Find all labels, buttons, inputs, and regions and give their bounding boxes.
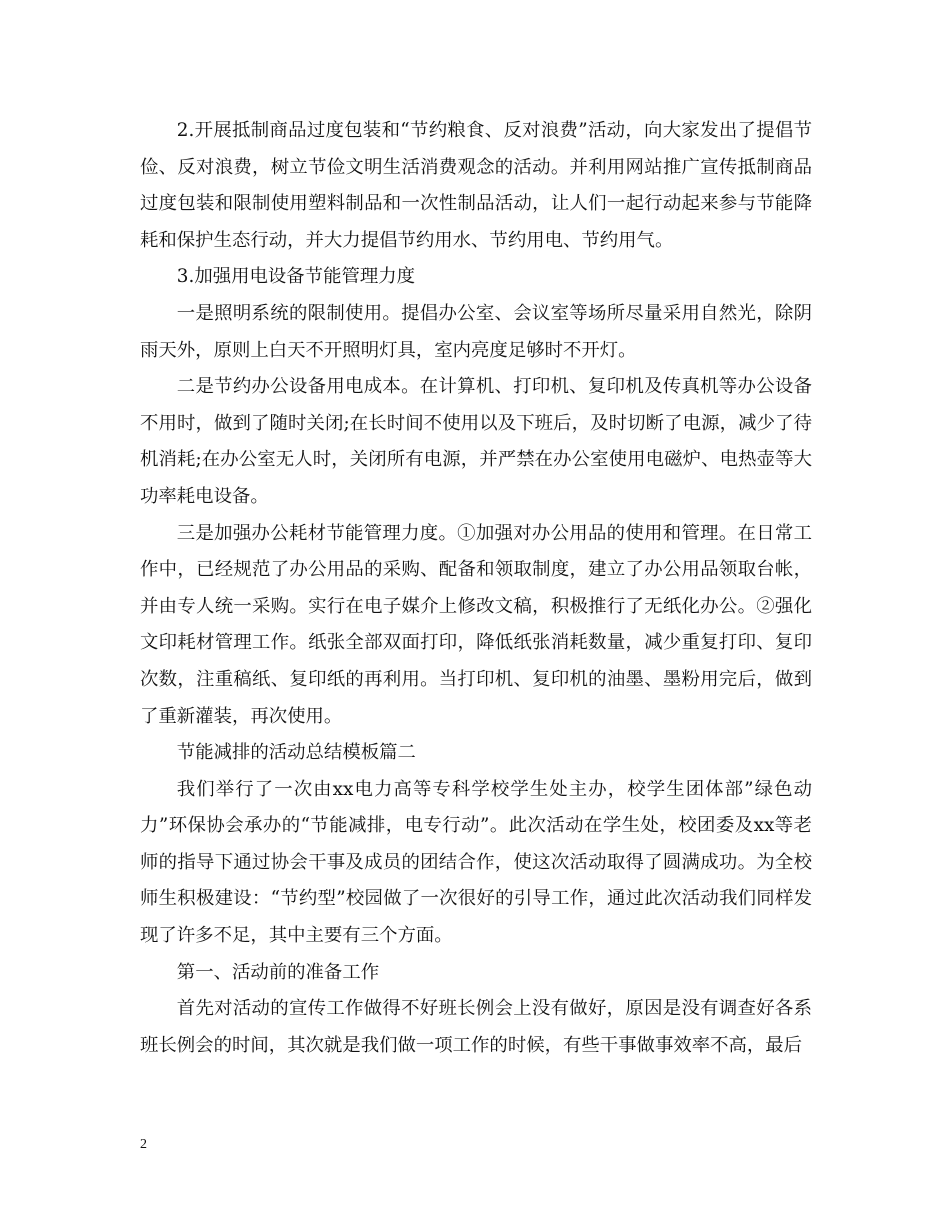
document-body — [140, 113, 812, 1064]
page-number: 2 — [140, 1137, 147, 1152]
section-heading-part-two: 节能减排的活动总结模板篇二 — [176, 742, 416, 764]
paragraph-publicity-issues: 首先对活动的宣传工作做得不好班长例会上没有做好，原因是没有调查好各系班长例会的时间，其次就是我们做一项工作的时候，有些干事做事效率不高，最后 — [140, 998, 812, 1056]
heading-electrical-equipment: 3.加强用电设备节能管理力度 — [176, 266, 416, 288]
heading-first-preparation: 第一、活动前的准备工作 — [176, 961, 380, 983]
paragraph-packaging-campaign: 2.开展抵制商品过度包装和“节约粮食、反对浪费”活动，向大家发出了提倡节俭、反对浪费，树立节俭文明生活消费观念的活动。并利用网站推广宣传抵制商品过度包装和限制使用塑料制品和一次性制品活动，让人们一起行动起来参与节能降耗和保护生态行动，并大力提倡节约用水、节约用电、节约用气。 — [140, 120, 812, 251]
paragraph-lighting: 一是照明系统的限制使用。提倡办公室、会议室等场所尽量采用自然光，除阴雨天外，原则上白天不开照明灯具，室内亮度足够时不开灯。 — [140, 302, 812, 361]
paragraph-activity-summary: 我们举行了一次由xx电力高等专科学校学生处主办，校学生团体部”绿色动力”环保协会承办的“节能减排，电专行动”。此次活动在学生处，校团委及xx等老师的指导下通过协会干事及成员的团结合作，使这次活动取得了圆满成功。为全校师生积极建设：“节约型”校园做了一次很好的引导工作，通过此次活动我们同样发现了许多不足，其中主要有三个方面。 — [140, 778, 812, 947]
paragraph-office-equipment: 二是节约办公设备用电成本。在计算机、打印机、复印机及传真机等办公设备不用时，做到了随时关闭;在长时间不使用以及下班后，及时切断了电源，减少了待机消耗;在办公室无人时，关闭所有电源，并严禁在办公室使用电磁炉、电热壶等大功率耗电设备。 — [140, 376, 812, 507]
paragraph-office-consumables: 三是加强办公耗材节能管理力度。①加强对办公用品的使用和管理。在日常工作中，已经规范了办公用品的采购、配备和领取制度，建立了办公用品领取台帐，并由专人统一采购。实行在电子媒介上修改文稿，积极推行了无纸化办公。②强化文印耗材管理工作。纸张全部双面打印，降低纸张消耗数量，减少重复打印、复印次数，注重稿纸、复印纸的再利用。当打印机、复印机的油墨、墨粉用完后，做到了重新灌装，再次使用。 — [140, 522, 812, 727]
